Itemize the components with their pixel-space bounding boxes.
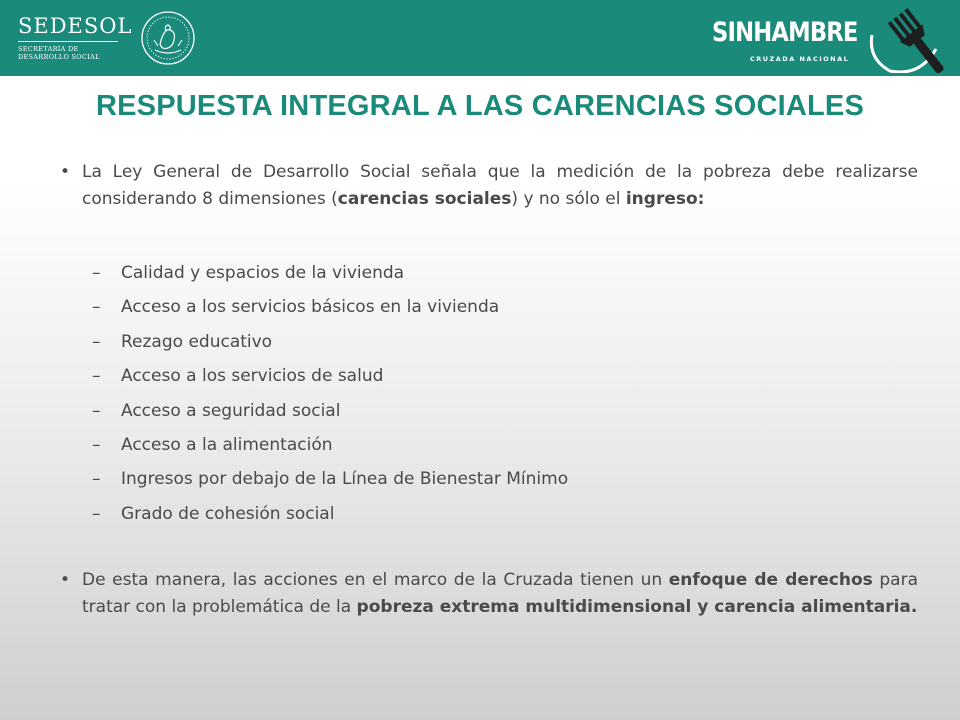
dimension-text: Acceso a la alimentación — [121, 434, 333, 455]
dimension-text: Acceso a los servicios de salud — [121, 366, 384, 387]
bullet1-bold-1: carencias sociales — [337, 189, 512, 209]
dimension-item — [92, 359, 792, 393]
bullet-ley-general — [60, 159, 918, 213]
dimension-item — [92, 256, 792, 290]
bullet2-text-2: para tratar con la problemática de la — [82, 570, 918, 617]
slide-title: RESPUESTA INTEGRAL A LAS CARENCIAS SOCIALES — [95, 90, 865, 122]
dimension-item — [92, 290, 792, 324]
dash-marker: – — [92, 297, 101, 318]
sinhambre-logo-wordmark: SINHAMBRE — [712, 17, 858, 48]
mexico-coat-of-arms-icon — [140, 10, 196, 66]
dimension-text: Grado de cohesión social — [121, 503, 335, 524]
dimension-item — [92, 497, 792, 531]
bullet2-bold-1: enfoque de derechos — [668, 570, 873, 590]
sedesol-logo-name: SEDESOL — [18, 14, 133, 38]
sedesol-logo-subtitle — [18, 45, 100, 61]
dash-marker: – — [92, 434, 101, 455]
fork-icon — [862, 0, 952, 73]
dimension-text: Acceso a los servicios básicos en la vivienda — [121, 297, 500, 318]
dimension-text: Ingresos por debajo de la Línea de Bienestar Mínimo — [121, 469, 569, 490]
dash-marker: – — [92, 366, 101, 387]
bullet1-bold-2: ingreso: — [625, 189, 705, 209]
bullet-cruzada — [60, 567, 918, 621]
dimension-item — [92, 428, 792, 462]
bullet2-bold-2: pobreza extrema multidimensional y carencia alimentaria. — [356, 597, 918, 617]
sinhambre-logo-subtitle: CRUZADA NACIONAL — [750, 55, 850, 63]
sedesol-subtitle-line1: SECRETARÍA DE — [18, 45, 79, 53]
sedesol-subtitle-line2: DESARROLLO SOCIAL — [18, 53, 100, 61]
bullet-marker: • — [60, 570, 71, 590]
dash-marker: – — [92, 263, 101, 283]
dash-marker: – — [92, 331, 101, 352]
bullet-marker: • — [60, 162, 71, 182]
bullet1-text-1: La Ley General de Desarrollo Social señala que la medición de la pobreza debe realizarse considerando 8 dimensiones ( — [82, 162, 918, 209]
dimension-item — [92, 325, 792, 359]
dimension-text: Rezago educativo — [121, 331, 273, 352]
sedesol-logo — [18, 14, 133, 64]
dimension-item — [92, 462, 792, 496]
dimensions-list — [92, 256, 792, 531]
dimension-text: Acceso a seguridad social — [121, 400, 341, 421]
sedesol-logo-rule — [18, 41, 118, 42]
dash-marker: – — [92, 469, 101, 490]
header-bar — [0, 0, 960, 76]
dash-marker: – — [92, 503, 101, 524]
dimension-item — [92, 394, 792, 428]
bullet2-text-1: De esta manera, las acciones en el marco de la Cruzada tienen un — [82, 570, 669, 590]
bullet1-text-2: ) y no sólo el — [511, 189, 626, 209]
dimension-text: Calidad y espacios de la vivienda — [121, 263, 405, 283]
dash-marker: – — [92, 400, 101, 421]
sinhambre-logo — [712, 17, 952, 69]
